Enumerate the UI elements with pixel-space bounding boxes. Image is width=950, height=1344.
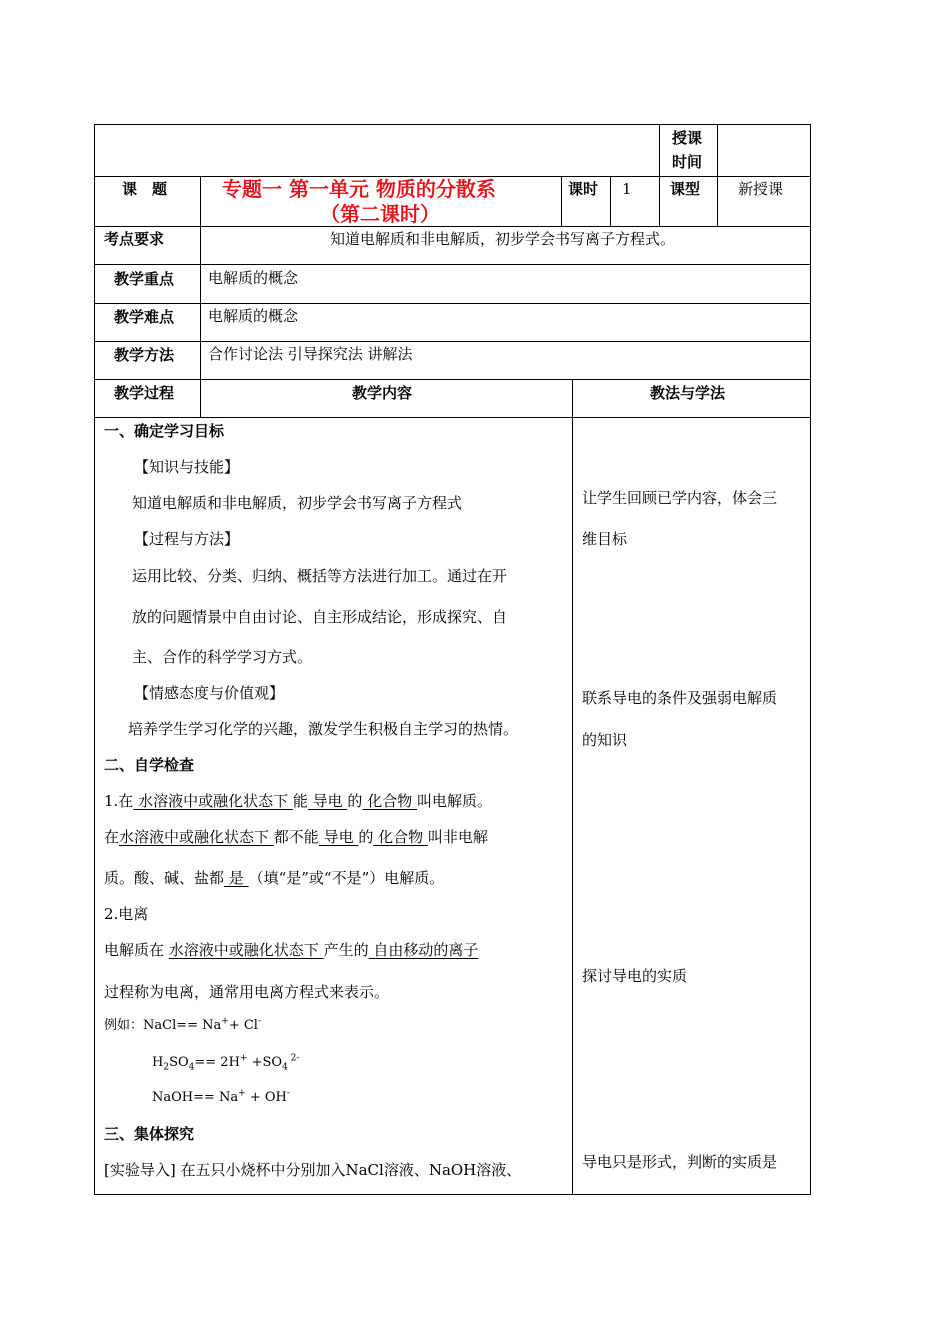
content-header: 教学内容 — [352, 384, 413, 402]
requirement-label: 考点要求 — [104, 230, 165, 248]
equation: NaOH== Na+ + OH- — [152, 1088, 290, 1105]
note-text: 联系导电的条件及强弱电解质 — [582, 689, 778, 707]
note-text: 导电只是形式，判断的实质是 — [582, 1153, 778, 1171]
type-value: 新授课 — [738, 180, 784, 198]
note-text: 探讨导电的实质 — [582, 967, 688, 985]
section-title: 一、确定学习目标 — [104, 422, 225, 440]
difficulty-label: 教学难点 — [114, 308, 175, 326]
lesson-subtitle: （第二课时） — [320, 202, 440, 226]
hours-value: 1 — [622, 180, 632, 198]
difficulty-value: 电解质的概念 — [208, 307, 299, 325]
time-label: 授课 — [672, 129, 703, 147]
body-text: 过程称为电离，通常用电离方程式来表示。 — [104, 983, 390, 1001]
type-label: 课型 — [670, 180, 701, 198]
body-text: 放的问题情景中自由讨论、自主形成结论，形成探究、自 — [132, 608, 508, 626]
process-label: 教学过程 — [114, 384, 175, 402]
question-line: 在水溶液中或融化状态下 都不能 导电 的 化合物 叫非电解 — [104, 828, 488, 846]
body-text: 知道电解质和非电解质，初步学会书写离子方程式 — [132, 494, 463, 512]
section-title: 三、集体探究 — [104, 1125, 195, 1143]
body-text: 培养学生学习化学的兴趣，激发学生积极自主学习的热情。 — [128, 720, 519, 738]
requirement-value: 知道电解质和非电解质，初步学会书写离子方程式。 — [330, 230, 676, 248]
time-label: 时间 — [672, 153, 703, 171]
method-label: 教学方法 — [114, 346, 175, 364]
body-text: 主、合作的科学学习方式。 — [132, 648, 313, 666]
equation: $H_2SO_4== 2H^+ +SO_4$ $^{2-}$ — [152, 1053, 300, 1073]
lesson-plan-table — [94, 124, 811, 1195]
method-header: 教法与学法 — [650, 384, 726, 402]
focus-value: 电解质的概念 — [208, 269, 299, 287]
section-title: 二、自学检查 — [104, 756, 195, 774]
question-line: 质。酸、碱、盐都 是 （填“是”或“不是”）电解质。 — [104, 869, 445, 887]
body-text: [实验导入] 在五只小烧杯中分别加入NaCl溶液、NaOH溶液、 — [104, 1161, 522, 1179]
question-title: 2.电离 — [104, 905, 149, 923]
sub-heading: 【知识与技能】 — [134, 458, 240, 476]
equation: 例如：NaCl== Na++ Cl- — [104, 1016, 262, 1033]
hours-label: 课时 — [568, 180, 599, 198]
sub-heading: 【过程与方法】 — [134, 530, 240, 548]
focus-label: 教学重点 — [114, 270, 175, 288]
note-text: 让学生回顾已学内容，体会三 — [582, 489, 778, 507]
body-text: 运用比较、分类、归纳、概括等方法进行加工。通过在开 — [132, 567, 508, 585]
topic-label: 课 题 — [122, 180, 168, 198]
lesson-title: 专题一 第一单元 物质的分散系 — [222, 177, 496, 201]
question-line: 1.在 水溶液中或融化状态下 能 导电 的 化合物 叫电解质。 — [104, 792, 492, 810]
method-value: 合作讨论法 引导探究法 讲解法 — [208, 345, 413, 363]
sub-heading: 【情感态度与价值观】 — [134, 684, 285, 702]
note-text: 维目标 — [582, 530, 628, 548]
question-line: 电解质在 水溶液中或融化状态下 产生的 自由移动的离子 — [104, 941, 479, 959]
note-text: 的知识 — [582, 731, 628, 749]
